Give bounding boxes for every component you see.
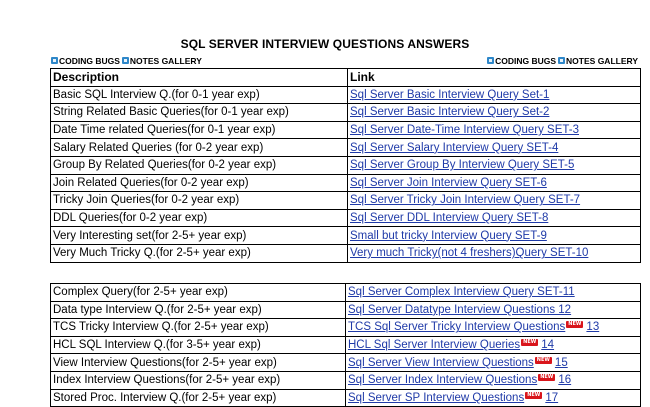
query-set-link[interactable]: HCL Sql Server Interview Queries	[348, 339, 521, 352]
table-row	[51, 336, 641, 354]
row-link-cell	[348, 227, 641, 245]
coding-bugs-link[interactable]: CODING BUGS	[495, 55, 557, 66]
table-row	[51, 244, 641, 262]
table-row	[51, 389, 641, 407]
row-link-cell	[346, 371, 641, 389]
row-link-cell	[348, 244, 641, 262]
new-badge-icon: NEW	[540, 374, 554, 381]
table-row	[51, 319, 641, 337]
interview-query-table	[50, 68, 641, 263]
row-description: Data type Interview Q.(for 2-5+ year exp)	[51, 301, 346, 319]
row-link-cell	[348, 86, 641, 104]
row-description: Group By Related Queries(for 0-2 year exp)	[51, 156, 348, 174]
row-description: Join Related Queries(for 0-2 year exp)	[51, 174, 348, 192]
row-description: Date Time related Queries(for 0-1 year exp)	[51, 121, 348, 139]
square-bullet-icon	[51, 57, 58, 64]
query-set-link[interactable]: Sql Server Join Interview Query SET-6	[350, 176, 547, 189]
table-row	[51, 284, 641, 302]
query-set-link[interactable]: Sql Server Salary Interview Query SET-4	[350, 141, 559, 154]
row-description: Tricky Join Queries(for 0-2 year exp)	[51, 192, 348, 210]
query-set-link[interactable]: Sql Server Date-Time Interview Query SET-3	[350, 124, 580, 137]
row-description: Very Interesting set(for 2-5+ year exp)	[51, 227, 348, 245]
query-set-link[interactable]: Very much Tricky(not 4 freshers)Query SET-10	[350, 247, 589, 260]
row-link-cell	[348, 192, 641, 210]
notes-gallery-link[interactable]: NOTES GALLERY	[129, 55, 202, 66]
query-set-link[interactable]: Sql Server Complex Interview Query SET-11	[348, 286, 575, 299]
table-row	[51, 121, 641, 139]
table-row	[51, 192, 641, 210]
query-set-link[interactable]: Sql Server SP Interview Questions	[348, 391, 525, 404]
row-link-cell	[346, 336, 641, 354]
row-description: String Related Basic Queries(for 0-1 year exp)	[51, 104, 348, 122]
table-row	[51, 156, 641, 174]
table-row	[51, 227, 641, 245]
table-row	[51, 139, 641, 157]
row-link-cell	[348, 209, 641, 227]
row-description: Index Interview Questions(for 2-5+ year exp)	[51, 371, 346, 389]
new-badge-icon: NEW	[536, 356, 550, 363]
square-bullet-icon	[487, 57, 494, 64]
row-link-cell	[346, 284, 641, 302]
row-link-cell	[348, 121, 641, 139]
row-link-cell	[346, 354, 641, 372]
table-row	[51, 104, 641, 122]
interview-questions-table	[50, 283, 641, 407]
set-number-link[interactable]: 16	[558, 374, 572, 387]
header-links-left	[51, 55, 202, 66]
set-number-link[interactable]: 14	[541, 339, 555, 352]
table-row	[51, 354, 641, 372]
table-row	[51, 209, 641, 227]
row-link-cell	[348, 156, 641, 174]
row-link-cell	[348, 139, 641, 157]
query-set-link[interactable]: Sql Server Datatype Interview Questions 12	[348, 303, 572, 316]
row-description: Very Much Tricky Q.(for 2-5+ year exp)	[51, 244, 348, 262]
query-set-link[interactable]: Sql Server View Interview Questions	[348, 356, 534, 369]
table-row	[51, 174, 641, 192]
row-link-cell	[346, 301, 641, 319]
column-header-description: Description	[51, 69, 348, 87]
set-number-link[interactable]: 13	[586, 321, 600, 334]
row-description: Stored Proc. Interview Q.(for 2-5+ year exp)	[51, 389, 346, 407]
table-header-row	[51, 69, 641, 87]
table-row	[51, 301, 641, 319]
query-set-link[interactable]: Sql Server Index Interview Questions	[348, 374, 538, 387]
coding-bugs-link[interactable]: CODING BUGS	[59, 55, 120, 66]
query-set-link[interactable]: Sql Server Tricky Join Interview Query SET-7	[350, 194, 581, 207]
new-badge-icon: NEW	[568, 321, 582, 328]
row-description: TCS Tricky Interview Q.(for 2-5+ year exp)	[51, 319, 346, 337]
set-number-link[interactable]: 17	[545, 391, 559, 404]
row-link-cell	[346, 319, 641, 337]
square-bullet-icon	[558, 57, 565, 64]
row-description: View Interview Questions(for 2-5+ year exp)	[51, 354, 346, 372]
row-link-cell	[346, 389, 641, 407]
row-link-cell	[348, 174, 641, 192]
new-badge-icon: NEW	[527, 391, 541, 398]
query-set-link[interactable]: Sql Server Group By Interview Query SET-5	[350, 159, 575, 172]
row-description: DDL Queries(for 0-2 year exp)	[51, 209, 348, 227]
header-links-right	[487, 55, 638, 66]
query-set-link[interactable]: Sql Server Basic Interview Query Set-1	[350, 88, 550, 101]
set-number-link[interactable]: 15	[554, 356, 568, 369]
square-bullet-icon	[122, 57, 129, 64]
table-row	[51, 371, 641, 389]
table-row	[51, 86, 641, 104]
row-description: HCL SQL Interview Q.(for 3-5+ year exp)	[51, 336, 346, 354]
new-badge-icon: NEW	[523, 339, 537, 346]
row-description: Basic SQL Interview Q.(for 0-1 year exp)	[51, 86, 348, 104]
row-description: Complex Query(for 2-5+ year exp)	[51, 284, 346, 302]
query-set-link[interactable]: Sql Server Basic Interview Query Set-2	[350, 106, 550, 119]
query-set-link[interactable]: Sql Server DDL Interview Query SET-8	[350, 212, 549, 225]
query-set-link[interactable]: TCS Sql Server Tricky Interview Questions	[348, 321, 566, 334]
column-header-link: Link	[348, 69, 641, 87]
notes-gallery-link[interactable]: NOTES GALLERY	[566, 55, 638, 66]
page-title: SQL SERVER INTERVIEW QUESTIONS ANSWERS	[180, 37, 470, 51]
row-link-cell	[348, 104, 641, 122]
query-set-link[interactable]: Small but tricky Interview Query SET-9	[350, 229, 547, 242]
row-description: Salary Related Queries (for 0-2 year exp)	[51, 139, 348, 157]
